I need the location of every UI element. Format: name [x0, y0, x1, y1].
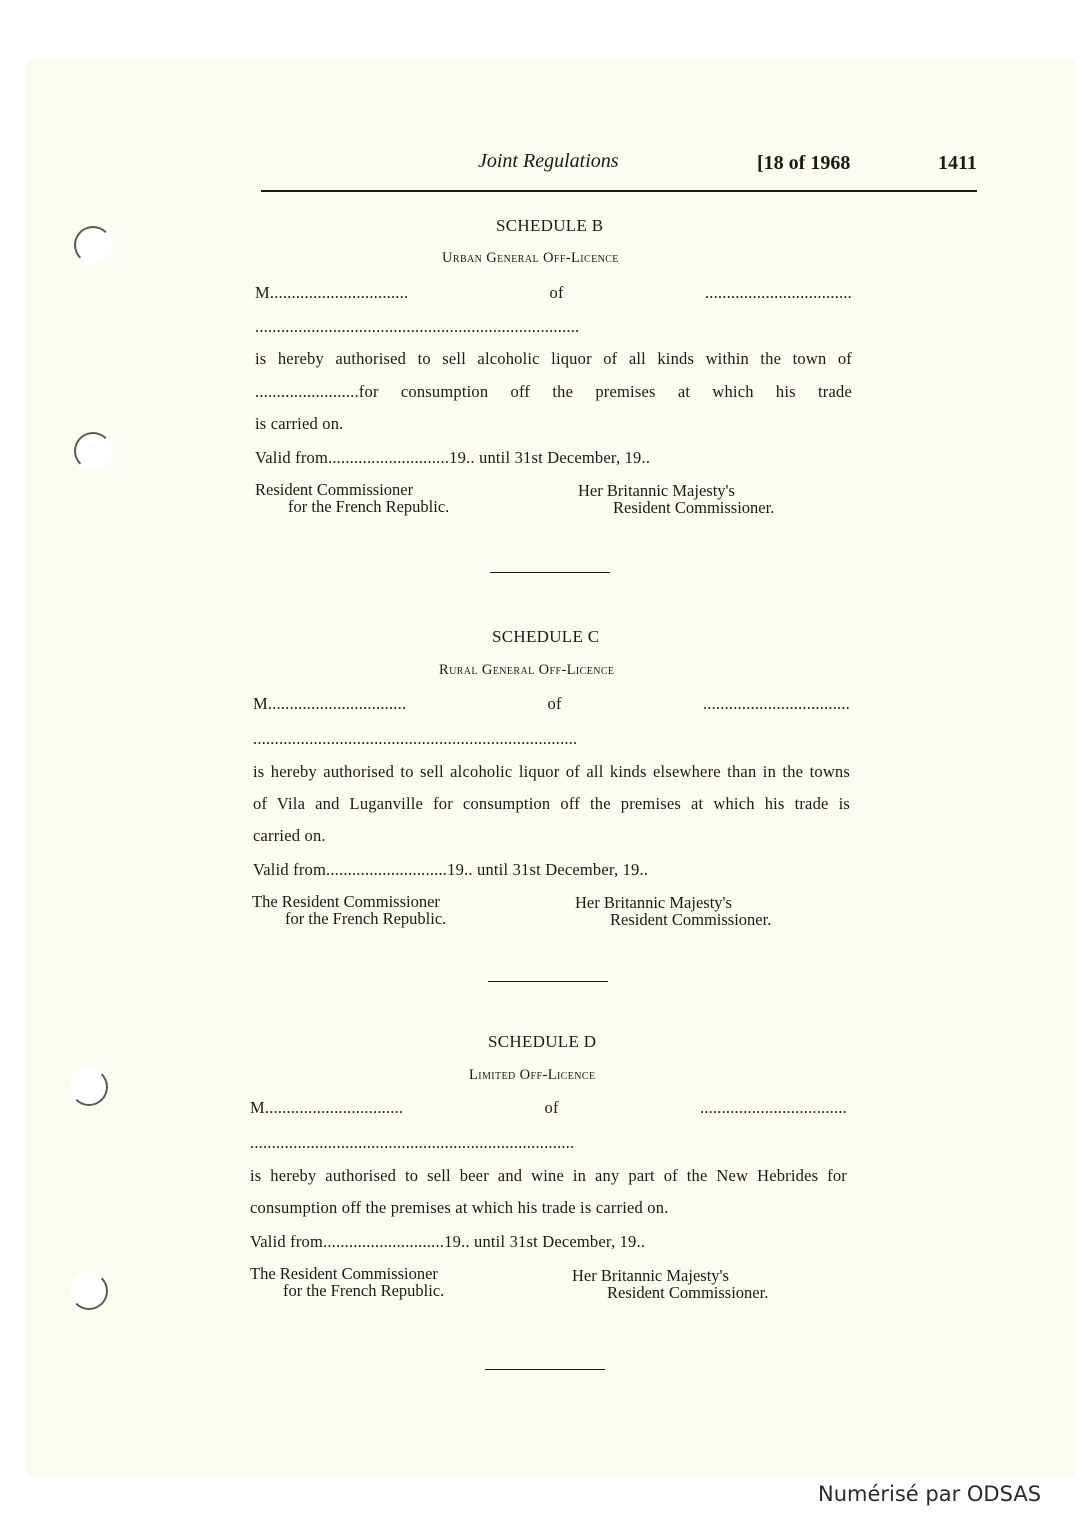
signature-right: [575, 894, 771, 928]
digitization-credit: Numérisé par ODSAS: [818, 1482, 1042, 1506]
signature-right: [578, 482, 774, 516]
licensee-name-line: M................................ of ..................................: [255, 283, 852, 302]
signature-left-title: The Resident Commissioner: [250, 1264, 438, 1283]
body-line: is hereby authorised to sell alcoholic liquor of all kinds within the town of: [255, 349, 852, 368]
body-line: carried on.: [253, 826, 326, 845]
schedule-subtitle: Rural General Off-Licence: [439, 662, 615, 678]
body-line: is carried on.: [255, 414, 344, 433]
body-line: consumption off the premises at which his trade is carried on.: [250, 1198, 669, 1217]
address-dots-line: ...........................................................................: [250, 1133, 575, 1152]
punch-hole: [74, 432, 112, 470]
signature-left-subtitle: for the French Republic.: [285, 909, 447, 928]
signature-right-title: Her Britannic Majesty's: [572, 1266, 729, 1285]
address-dots-line: ...........................................................................: [255, 317, 580, 336]
address-dots-line: ...........................................................................: [253, 729, 578, 748]
signature-right-subtitle: Resident Commissioner.: [613, 498, 775, 517]
signature-left: [250, 1265, 444, 1299]
punch-hole: [74, 226, 112, 264]
schedule-subtitle: Limited Off-Licence: [469, 1067, 596, 1083]
page-number: 1411: [938, 152, 977, 174]
signature-left-title: The Resident Commissioner: [252, 892, 440, 911]
section-separator: [488, 981, 608, 982]
validity-line: Valid from............................19.. until 31st December, 19..: [255, 448, 651, 467]
signature-left-title: Resident Commissioner: [255, 480, 414, 499]
header-rule: [261, 190, 977, 192]
schedule-title: SCHEDULE D: [488, 1032, 597, 1051]
signature-right-title: Her Britannic Majesty's: [575, 893, 732, 912]
signature-left-subtitle: for the French Republic.: [288, 497, 450, 516]
section-separator: [490, 572, 610, 573]
section-separator: [485, 1369, 605, 1370]
punch-hole: [70, 1068, 108, 1106]
body-line: is hereby authorised to sell beer and wine in any part of the New Hebrides for: [250, 1166, 847, 1185]
validity-line: Valid from............................19.. until 31st December, 19..: [250, 1232, 646, 1251]
signature-right-subtitle: Resident Commissioner.: [610, 910, 772, 929]
signature-left: [255, 481, 449, 515]
header-reference: [18 of 1968: [757, 152, 851, 174]
signature-left-subtitle: for the French Republic.: [283, 1281, 445, 1300]
schedule-subtitle: Urban General Off-Licence: [442, 250, 619, 266]
signature-left: [252, 893, 446, 927]
licensee-name-line: M................................ of ..................................: [250, 1098, 847, 1117]
signature-right-subtitle: Resident Commissioner.: [607, 1283, 769, 1302]
body-line: is hereby authorised to sell alcoholic liquor of all kinds elsewhere than in the towns: [253, 762, 850, 781]
signature-right-title: Her Britannic Majesty's: [578, 481, 735, 500]
signature-right: [572, 1267, 768, 1301]
punch-hole: [70, 1272, 108, 1310]
schedule-title: SCHEDULE C: [492, 627, 600, 646]
body-line: ........................for consumption off the premises at which his trade: [255, 382, 852, 401]
header-title: Joint Regulations: [478, 150, 619, 172]
schedule-title: SCHEDULE B: [496, 216, 604, 235]
validity-line: Valid from............................19.. until 31st December, 19..: [253, 860, 649, 879]
licensee-name-line: M................................ of ..................................: [253, 694, 850, 713]
body-line: of Vila and Luganville for consumption off the premises at which his trade is: [253, 794, 850, 813]
